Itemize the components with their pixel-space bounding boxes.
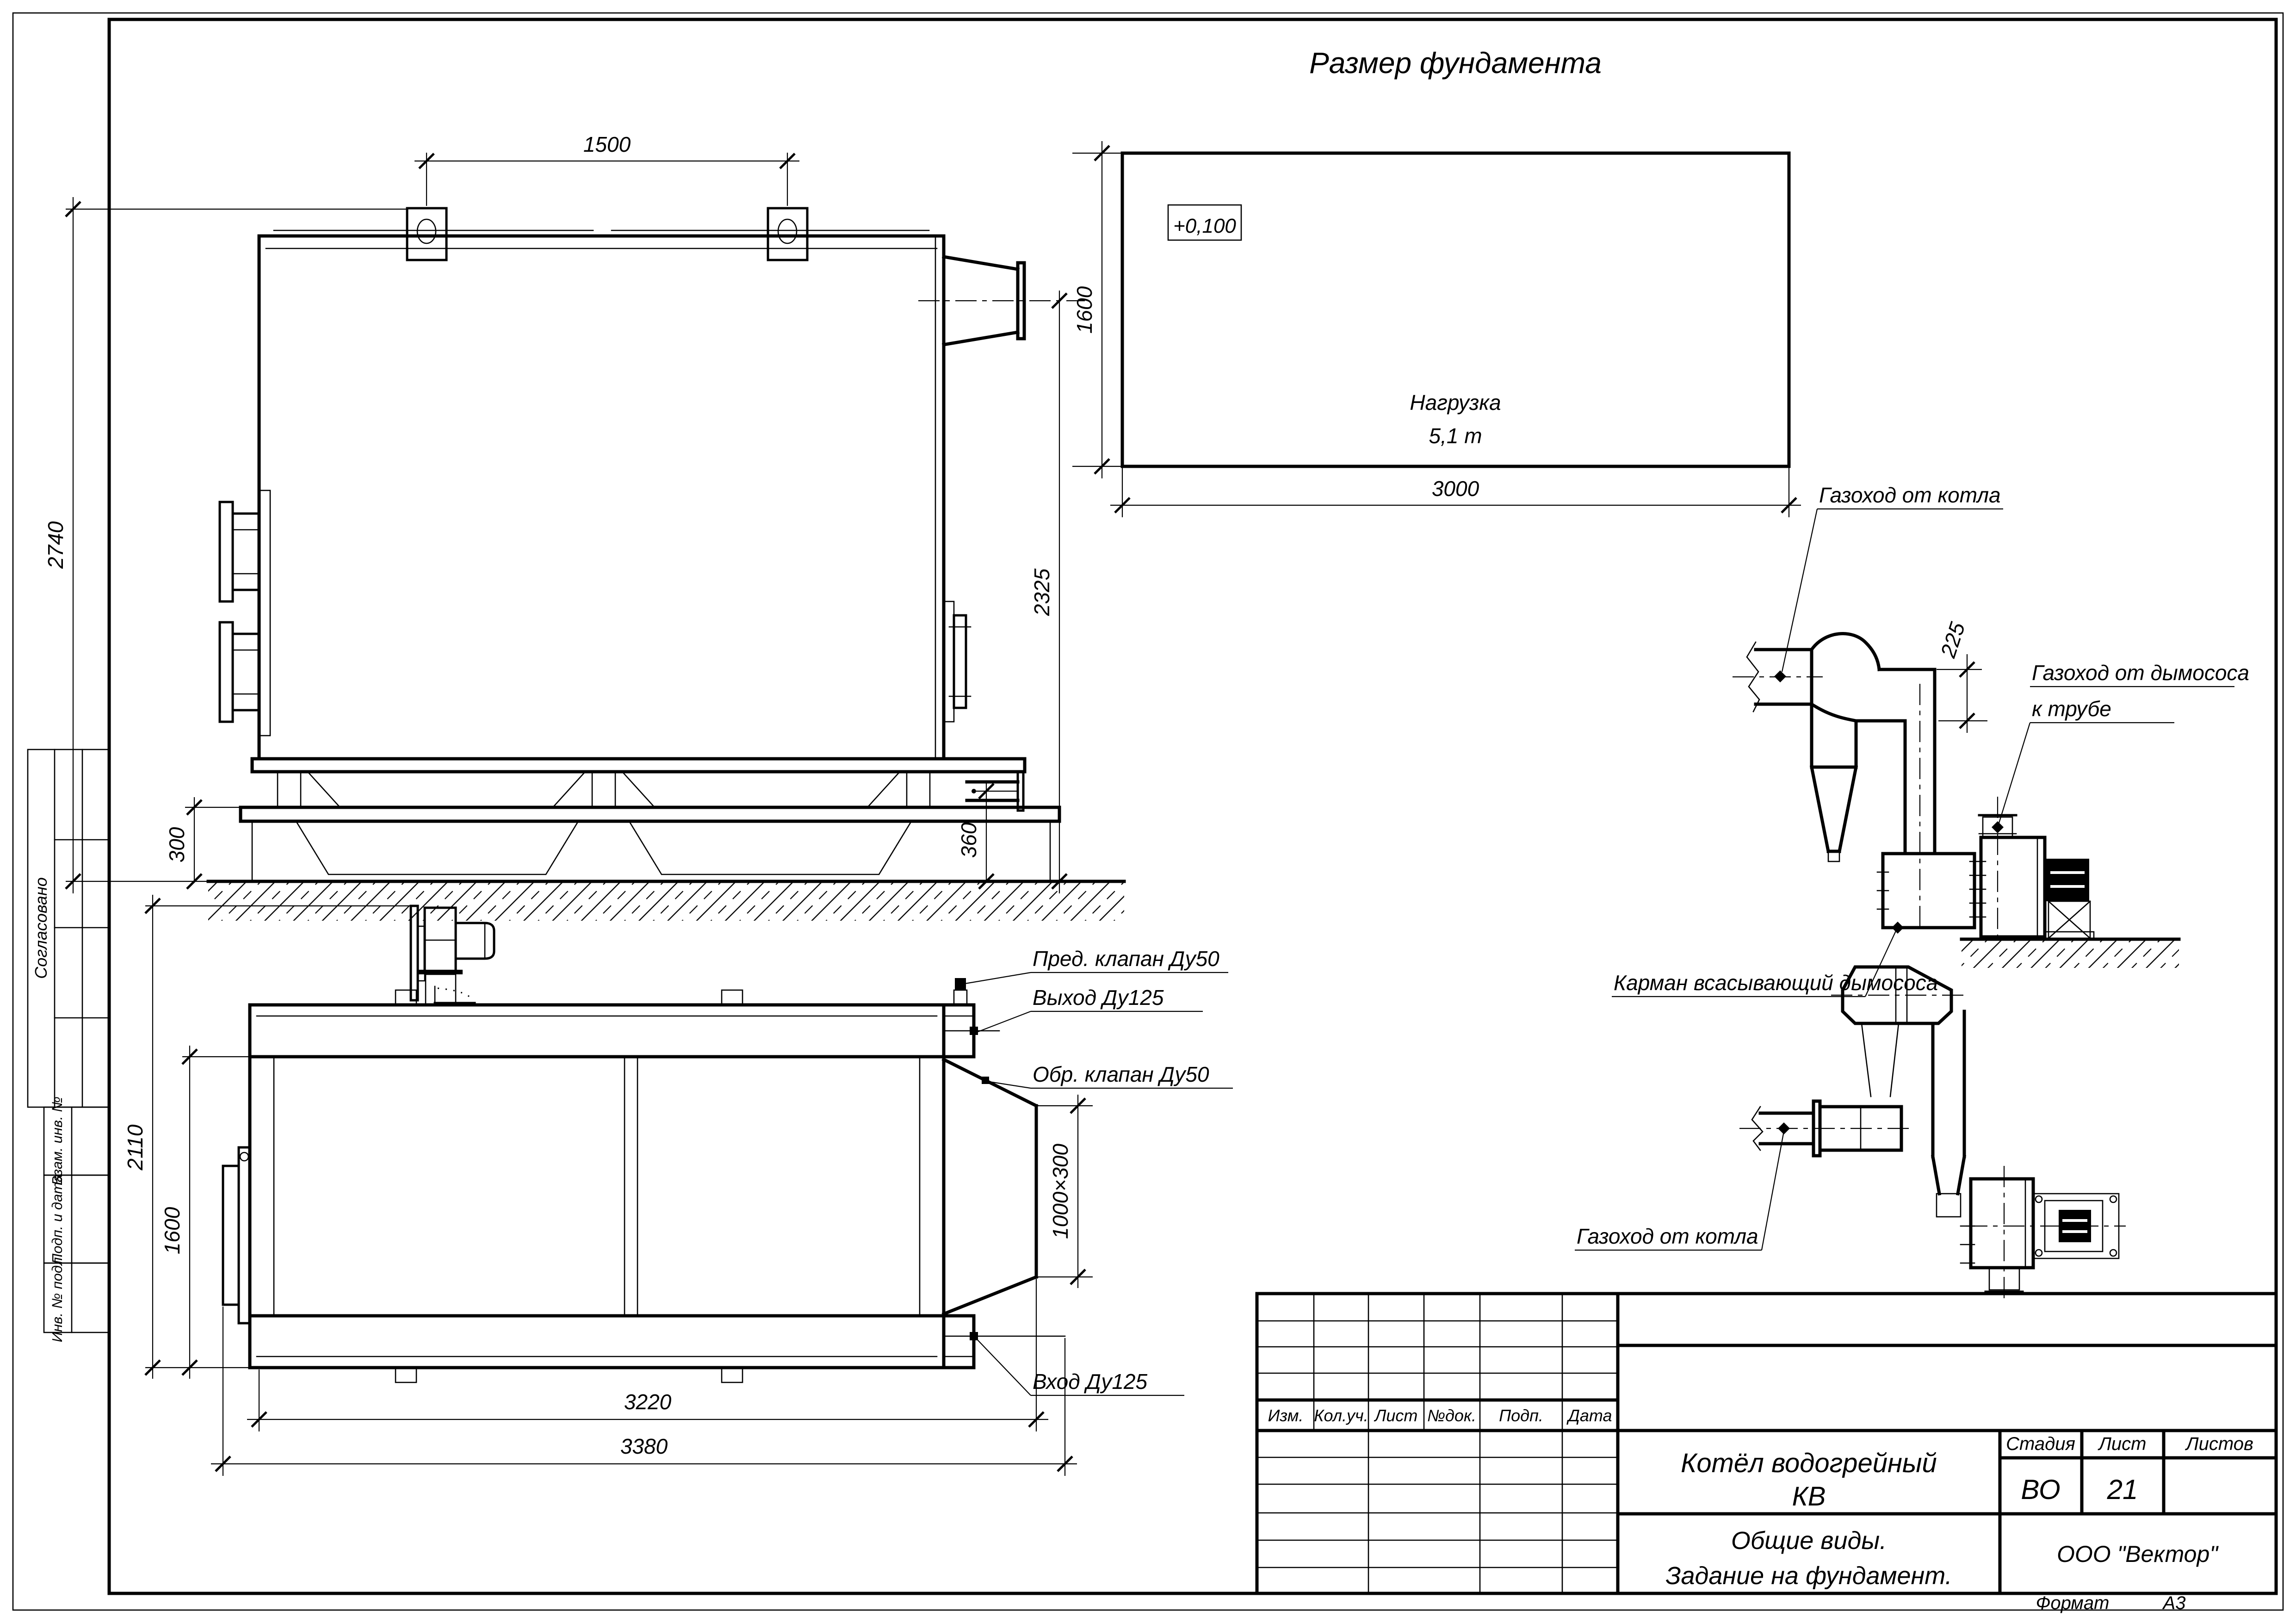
format-label: Формат — [2036, 1593, 2110, 1613]
callout-outlet — [978, 985, 1203, 1032]
doc-title-line1: Общие виды. — [1731, 1527, 1887, 1555]
stage-value: ВО — [2021, 1474, 2061, 1505]
callout-check-valve — [989, 1062, 1233, 1088]
side-nozzle-upper — [220, 490, 270, 736]
svg-text:Пред. клапан Ду50: Пред. клапан Ду50 — [1033, 947, 1219, 971]
smoke-exhauster-elevation — [1970, 797, 2094, 944]
stamp-agreed-label: Согласовано — [31, 877, 50, 979]
ground-hatch-side-view — [208, 881, 1124, 921]
check-valve-marker — [982, 1077, 989, 1084]
stamp-sign-date-block — [44, 1174, 109, 1264]
sheet-frame — [13, 13, 2283, 1613]
safety-valve-symbol — [954, 978, 967, 1005]
stamp-orig-inv-block — [44, 1253, 109, 1342]
dim-frame-height: 300 — [165, 827, 189, 863]
boiler-flue-connector-plan — [1739, 1101, 1913, 1156]
smoke-exhauster-plan — [1961, 1166, 2126, 1301]
callout-boiler-flue-plan — [1575, 1131, 1784, 1250]
format-value: А3 — [2163, 1593, 2186, 1613]
svg-text:к трубе: к трубе — [2032, 697, 2111, 721]
foundation-dim-width: 1600 — [1072, 286, 1096, 334]
boiler-side-view — [43, 132, 1124, 921]
foundation-plan-view — [1072, 46, 1801, 517]
stamp-replaced-inv-block — [44, 1096, 109, 1185]
support-frame — [241, 759, 1059, 881]
foundation-load-line2: 5,1 т — [1429, 424, 1482, 448]
sheets-label: Листов — [2186, 1434, 2253, 1454]
dim-drain-height: 360 — [957, 822, 981, 858]
svg-text:Карман всасывающий дымососа: Карман всасывающий дымососа — [1614, 971, 1938, 995]
ground-hatch-flue-view — [1962, 939, 2179, 968]
sheet-value: 21 — [2107, 1474, 2138, 1505]
callout-fan-flue — [1999, 661, 2249, 824]
flow-marker-fan-flue — [1992, 821, 2004, 833]
dim-total-height: 2740 — [43, 521, 68, 569]
foundation-title: Размер фундамента — [1309, 46, 1602, 80]
side-nozzle-lower — [220, 622, 259, 722]
outlet-connection-marker — [970, 1027, 978, 1035]
rev-col-izm: Изм. — [1268, 1406, 1304, 1425]
dim-flue-axis-height: 2325 — [1030, 568, 1054, 616]
lifting-lug-right — [768, 208, 807, 260]
stamp-agreed-block — [28, 750, 109, 1107]
svg-text:Газоход от дымососа: Газоход от дымососа — [2032, 661, 2250, 685]
callout-suction-pocket — [1612, 922, 1938, 997]
stamp-sign-date-label: Подп. и дата — [49, 1174, 65, 1264]
rev-col-koluch: Кол.уч. — [1314, 1406, 1368, 1425]
svg-text:Газоход от котла: Газоход от котла — [1577, 1224, 1758, 1248]
dim-body-length: 3220 — [624, 1390, 672, 1414]
callout-inlet — [977, 1339, 1184, 1395]
svg-text:Вход Ду125: Вход Ду125 — [1033, 1369, 1148, 1394]
foundation-elevation-mark: +0,100 — [1173, 215, 1236, 237]
title-block — [1257, 1294, 2276, 1593]
flue-duct-elevation-view — [1612, 483, 2249, 997]
plan-left-nozzle — [223, 1147, 250, 1323]
foundation-load-line1: Нагрузка — [1410, 390, 1501, 415]
rev-col-data: Дата — [1568, 1406, 1612, 1425]
dim-total-length: 3380 — [620, 1434, 668, 1458]
rev-col-ndok: №док. — [1427, 1406, 1476, 1425]
vertical-flue-duct — [1856, 669, 1935, 933]
plan-smoke-exhauster — [411, 906, 494, 1005]
svg-text:Выход Ду125: Выход Ду125 — [1033, 985, 1164, 1010]
boiler-plan-view — [123, 895, 1233, 1476]
flow-marker-boiler-flue — [1774, 670, 1786, 682]
flue-duct-plan-view — [1575, 967, 2126, 1301]
product-name-line1: Котёл водогрейный — [1681, 1448, 1937, 1478]
dim-flue-duct-size: 1000×300 — [1048, 1144, 1072, 1239]
company-name: ООО "Вектор" — [2056, 1541, 2218, 1567]
stage-label: Стадия — [2006, 1434, 2075, 1454]
sheet-label: Лист — [2098, 1434, 2147, 1454]
plan-flue-outlet-duct — [944, 1059, 1036, 1314]
rev-col-list: Лист — [1374, 1406, 1418, 1425]
dim-flue-offset: 225 — [1936, 619, 1970, 661]
stamp-replaced-inv-label: Взам. инв. № — [49, 1096, 65, 1185]
product-name-line2: КВ — [1792, 1481, 1826, 1511]
callout-safety-valve — [965, 947, 1228, 984]
flow-marker-pocket — [1892, 922, 1904, 934]
rev-col-podp: Подп. — [1499, 1406, 1543, 1425]
foundation-dim-length: 3000 — [1431, 477, 1479, 501]
stamp-orig-inv-label: Инв. № подл. — [49, 1253, 65, 1343]
dim-plan-body-width: 1600 — [160, 1207, 184, 1255]
dim-lug-spacing: 1500 — [583, 132, 631, 156]
side-nozzle-right — [944, 601, 971, 722]
svg-text:Газоход от котла: Газоход от котла — [1819, 483, 2001, 507]
lifting-lug-left — [407, 208, 446, 260]
suction-pocket — [1877, 854, 1974, 928]
dim-plan-total-width: 2110 — [123, 1124, 147, 1171]
cyclone-separator — [1812, 633, 1879, 861]
svg-text:Обр. клапан Ду50: Обр. клапан Ду50 — [1033, 1062, 1209, 1086]
doc-title-line2: Задание на фундамент. — [1665, 1562, 1952, 1590]
inlet-connection-marker — [970, 1332, 978, 1340]
